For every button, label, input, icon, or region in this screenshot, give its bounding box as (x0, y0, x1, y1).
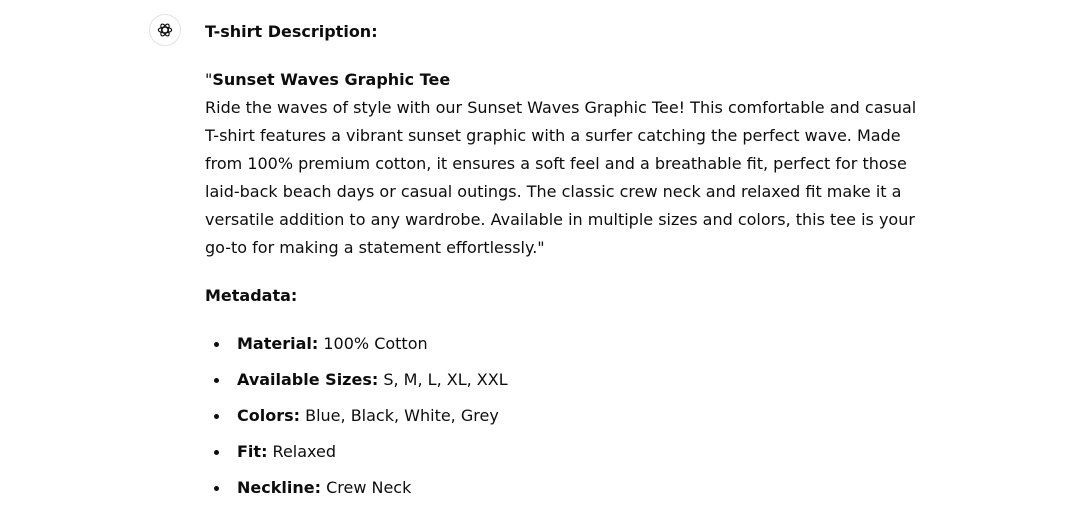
description-text: Ride the waves of style with our Sunset Waves Graphic Tee! This comfortable and casual T-shirt features a vibrant sunset graphic with a surfer catching the perfect wave. Made from 100% premium cotton, it ensures a soft feel and a breathable fit, perfect for those laid-back beach days or casual outings. The classic crew neck and relaxed fit make it a versatile addition to any wardrobe. Available in multiple sizes and colors, this tee is your go-to for making a statement effortlessly." (205, 98, 917, 257)
assistant-avatar (149, 14, 181, 46)
metadata-list (205, 330, 917, 502)
description-heading: T-shirt Description: (205, 22, 378, 41)
metadata-heading: Metadata: (205, 286, 298, 305)
product-title: Sunset Waves Graphic Tee (212, 70, 451, 89)
metadata-item-sizes (205, 366, 917, 394)
metadata-item-colors (205, 402, 917, 430)
open-quote: " (205, 70, 213, 89)
metadata-key: Available Sizes: (237, 370, 379, 389)
metadata-key: Neckline: (237, 478, 321, 497)
metadata-value: S, M, L, XL, XXL (378, 370, 508, 389)
metadata-item-material (205, 330, 917, 358)
metadata-item-fit (205, 438, 917, 466)
metadata-item-neckline (205, 474, 917, 502)
openai-logo-icon (155, 20, 175, 40)
product-description (205, 66, 917, 262)
metadata-key: Material: (237, 334, 319, 353)
metadata-value: Crew Neck (320, 478, 412, 497)
metadata-value: Blue, Black, White, Grey (300, 406, 499, 425)
metadata-key: Fit: (237, 442, 268, 461)
metadata-value: 100% Cotton (318, 334, 428, 353)
metadata-value: Relaxed (267, 442, 337, 461)
metadata-key: Colors: (237, 406, 301, 425)
message-content (205, 18, 917, 510)
